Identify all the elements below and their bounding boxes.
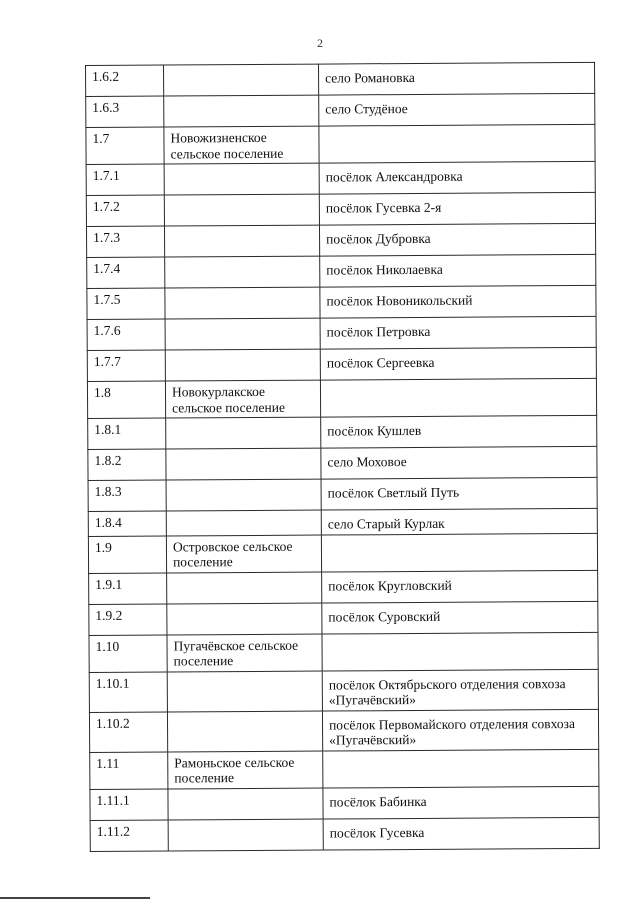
table-row [86, 192, 595, 226]
row-settlement: Новожизненское сельское поселение [164, 126, 319, 164]
table-body [86, 62, 600, 851]
row-settlement: Островское сельское поселение [166, 535, 321, 573]
row-code: 1.7.5 [87, 288, 165, 319]
row-locality: посёлок Октябрьского отделения совхоза «Пугачёвский» [328, 675, 566, 708]
row-locality-cell [320, 347, 596, 380]
row-settlement: Пугачёвское сельское поселение [167, 634, 322, 672]
row-locality: село Романовка [325, 69, 415, 86]
row-locality [328, 536, 592, 541]
row-locality: село Моховое [327, 454, 407, 470]
row-locality: посёлок Гусевка 2-я [325, 199, 442, 216]
row-locality-cell [322, 669, 598, 711]
row-code: 1.8 [87, 381, 165, 418]
row-locality-cell [319, 124, 595, 163]
row-code: 1.8.4 [88, 511, 166, 536]
page-number: 2 [317, 36, 323, 50]
table-row [86, 124, 595, 164]
row-code: 1.7.6 [87, 319, 165, 350]
row-locality: посёлок Кругловский [328, 577, 452, 594]
row-locality: посёлок Петровка [326, 323, 431, 340]
row-locality-cell [321, 533, 597, 572]
row-locality-cell [320, 254, 596, 287]
row-locality-cell [318, 62, 594, 95]
row-locality: посёлок Первомайского отделения совхоза «Пугачёвский» [328, 715, 576, 748]
table-row [86, 62, 595, 96]
table-row [87, 347, 596, 381]
table-row [88, 477, 597, 511]
row-locality: посёлок Сергеевка [326, 354, 435, 371]
row-code: 1.7.3 [86, 226, 164, 257]
row-locality-cell [323, 749, 599, 788]
row-locality-cell [322, 632, 598, 671]
table-row [87, 378, 596, 418]
row-locality: посёлок Дубровка [326, 230, 431, 247]
table-row [86, 161, 595, 195]
row-code: 1.8.2 [88, 449, 166, 480]
row-code: 1.7.2 [86, 195, 164, 226]
table-row [88, 533, 597, 573]
scan-edge-line [0, 897, 150, 899]
row-code: 1.7.4 [87, 257, 165, 288]
row-locality: посёлок Суровский [328, 608, 441, 625]
row-settlement [164, 194, 319, 226]
row-code: 1.10.2 [89, 712, 167, 752]
row-locality-cell [321, 508, 597, 534]
row-locality-cell [322, 709, 598, 751]
table-row [89, 669, 598, 712]
row-locality-cell [323, 786, 599, 819]
row-code: 1.7.1 [86, 164, 164, 195]
table-row [89, 709, 598, 752]
row-code: 1.11.1 [90, 789, 168, 820]
row-code: 1.6.3 [86, 96, 164, 127]
row-settlement [165, 287, 320, 319]
row-code: 1.7 [86, 127, 164, 164]
row-settlement [166, 448, 321, 480]
row-settlement [167, 671, 322, 712]
row-code: 1.6.2 [86, 65, 164, 96]
row-settlement [167, 603, 322, 635]
row-code: 1.10.1 [89, 672, 167, 712]
row-settlement [165, 256, 320, 288]
row-locality-cell [322, 570, 598, 603]
table-row [89, 632, 598, 672]
row-settlement [167, 711, 322, 752]
row-code: 1.9 [88, 536, 166, 573]
row-locality [327, 382, 591, 387]
row-settlement [168, 788, 323, 820]
row-code: 1.11 [90, 752, 168, 789]
row-settlement [164, 225, 319, 257]
row-locality [325, 128, 589, 133]
row-settlement [164, 95, 319, 127]
table-row [88, 446, 597, 480]
row-settlement [167, 572, 322, 604]
row-code: 1.9.2 [89, 604, 167, 635]
row-locality-cell [320, 378, 596, 417]
table-row [90, 749, 599, 789]
row-settlement [165, 318, 320, 350]
row-settlement [166, 417, 321, 449]
table-row [89, 601, 598, 635]
row-locality-cell [319, 192, 595, 225]
row-locality-cell [323, 817, 599, 850]
row-locality: посёлок Бабинка [329, 793, 427, 810]
row-locality-cell [321, 415, 597, 448]
row-locality [328, 635, 592, 640]
row-code: 1.9.1 [89, 573, 167, 604]
row-locality-cell [321, 446, 597, 479]
table-row [89, 570, 598, 604]
row-locality: посёлок Гусевка [329, 824, 425, 841]
row-code: 1.8.3 [88, 480, 166, 511]
table-row [87, 254, 596, 288]
row-settlement [164, 163, 319, 195]
row-settlement: Новокурлакское сельское поселение [165, 380, 320, 418]
row-settlement [165, 349, 320, 381]
table-row [90, 817, 599, 851]
row-locality: посёлок Светлый Путь [327, 484, 460, 501]
row-locality-cell [319, 223, 595, 256]
row-locality-cell [320, 316, 596, 349]
table-row [88, 415, 597, 449]
row-code: 1.7.7 [87, 350, 165, 381]
row-settlement [166, 510, 321, 535]
row-locality: посёлок Кушлев [327, 422, 422, 439]
row-locality: село Старый Курлак [327, 515, 445, 532]
row-locality: посёлок Александровка [325, 168, 463, 185]
row-settlement [168, 819, 323, 851]
row-code: 1.10 [89, 635, 167, 672]
table-row [86, 93, 595, 127]
row-code: 1.8.1 [88, 418, 166, 449]
row-settlement: Рамоньское сельское поселение [168, 751, 323, 789]
row-code: 1.11.2 [90, 820, 168, 851]
table-row [87, 285, 596, 319]
row-locality [329, 752, 593, 757]
row-locality: посёлок Новоникольский [326, 292, 473, 309]
table-row [87, 316, 596, 350]
row-settlement [166, 479, 321, 511]
table-row [88, 508, 597, 536]
row-locality: село Студёное [325, 101, 408, 117]
table-row [90, 786, 599, 820]
row-locality-cell [320, 285, 596, 318]
row-locality-cell [319, 161, 595, 194]
table-row [86, 223, 595, 257]
row-locality-cell [322, 601, 598, 634]
row-locality-cell [319, 93, 595, 126]
row-settlement [164, 64, 319, 96]
settlements-table [85, 62, 600, 852]
row-locality: посёлок Николаевка [326, 261, 443, 278]
row-locality-cell [321, 477, 597, 510]
